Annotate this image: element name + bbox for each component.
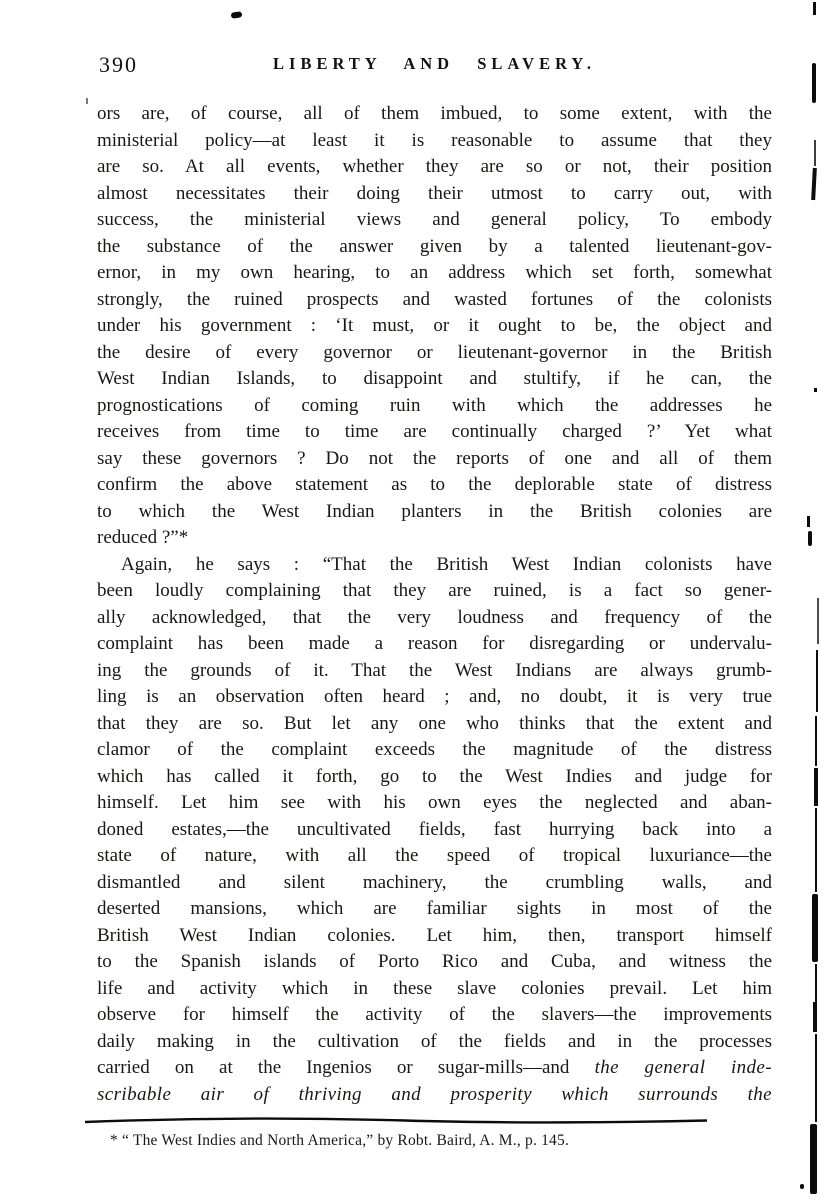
scan-artifact-left-dot <box>86 98 88 104</box>
text-line: ally acknowledged, that the very loudness and frequency of the <box>97 606 772 628</box>
text-line: dismantled and silent machinery, the crumbling walls, and <box>97 871 772 893</box>
scan-artifact-right-edge <box>800 1184 804 1189</box>
text-line: the desire of every governor or lieutenant-governor in the British <box>97 341 772 363</box>
footnote-separator-rule <box>85 1113 707 1123</box>
text-line: clamor of the complaint exceeds the magnitude of the distress <box>97 739 772 760</box>
scan-artifact-right-edge <box>814 140 816 166</box>
scan-artifact-right-edge <box>811 168 817 200</box>
text-line: success, the ministerial views and general policy, To embody <box>97 209 772 230</box>
text-line: doned estates,—the uncultivated fields, fast hurrying back into a <box>97 818 772 840</box>
scan-artifact-right-edge <box>812 63 816 103</box>
text-line: ing the grounds of it. That the West Indians are always grumb- <box>97 659 772 681</box>
text-line: deserted mansions, which are familiar sights in most of the <box>97 898 772 919</box>
text-line: almost necessitates their doing their utmost to carry out, with <box>97 182 772 204</box>
text-line: that they are so. But let any one who thinks that the extent and <box>97 712 772 734</box>
page-header <box>97 50 772 80</box>
text-line: to the Spanish islands of Porto Rico and Cuba, and witness the <box>97 951 772 972</box>
text-line: to which the West Indian planters in the British colonies are <box>97 500 772 522</box>
scan-artifact-right-edge <box>810 1124 817 1194</box>
page-number: 390 <box>99 52 138 77</box>
scan-artifact-right-edge <box>813 1002 817 1032</box>
text-line: ors are, of course, all of them imbued, to some extent, with the <box>97 103 772 124</box>
text-line: state of nature, with all the speed of tropical luxuriance—the <box>97 845 772 866</box>
footnote-rule-line <box>85 1116 707 1126</box>
text-line: receives from time to time are continually charged ?’ Yet what <box>97 421 772 442</box>
text-line: ministerial policy—at least it is reasonable to assume that they <box>97 129 772 151</box>
scan-artifact-right-edge <box>813 2 816 15</box>
text-line: ling is an observation often heard ; and, no doubt, it is very true <box>97 686 772 707</box>
text-line: life and activity which in these slave colonies prevail. Let him <box>97 977 772 999</box>
scan-artifact-right-edge <box>815 808 817 892</box>
text-line: complaint has been made a reason for disregarding or undervalu- <box>97 633 772 654</box>
text-line: say these governors ? Do not the reports of one and all of them <box>97 447 772 469</box>
running-title: LIBERTY AND SLAVERY. <box>273 54 596 73</box>
text-line: Again, he says : “That the British West Indian colonists have <box>121 553 772 575</box>
text-line: are so. At all events, whether they are so or not, their position <box>97 156 772 177</box>
scan-artifact-right-edge <box>814 768 818 806</box>
text-line: under his government : ‘It must, or it ought to be, the object and <box>97 315 772 336</box>
text-line: the substance of the answer given by a talented lieutenant-gov- <box>97 235 772 257</box>
footnote: * “ The West Indies and North America,” by Robt. Baird, A. M., p. 145. <box>110 1132 570 1149</box>
text-line: scribable air of thriving and prosperity which surrounds the <box>97 1083 772 1105</box>
scan-artifact-right-edge <box>817 598 819 644</box>
scan-artifact-right-edge <box>815 964 817 1002</box>
scan-artifact-right-edge <box>807 516 810 527</box>
scan-artifact-right-edge <box>814 388 817 392</box>
text-line: observe for himself the activity of the slavers—the improvements <box>97 1004 772 1025</box>
text-line: himself. Let him see with his own eyes the neglected and aban- <box>97 792 772 813</box>
text-line: prognostications of coming ruin with which the addresses he <box>97 394 772 416</box>
scan-artifact-top-blob <box>231 11 243 18</box>
text-line: ernor, in my own hearing, to an address which set forth, somewhat <box>97 262 772 283</box>
text-line: confirm the above statement as to the deplorable state of distress <box>97 474 772 495</box>
scan-artifact-right-edge <box>816 650 818 712</box>
text-line: West Indian Islands, to disappoint and stultify, if he can, the <box>97 368 772 389</box>
scan-artifact-right-edge <box>815 716 817 766</box>
text-line: carried on at the Ingenios or sugar-mills—and the general inde- <box>97 1057 772 1078</box>
text-line: been loudly complaining that they are ruined, is a fact so gener- <box>97 580 772 601</box>
text-line: which has called it forth, go to the West Indies and judge for <box>97 765 772 787</box>
scan-artifact-right-edge <box>815 1034 817 1122</box>
text-line: daily making in the cultivation of the fields and in the processes <box>97 1030 772 1052</box>
body-text <box>97 101 772 1108</box>
text-line: strongly, the ruined prospects and wasted fortunes of the colonists <box>97 288 772 310</box>
scan-artifact-right-edge <box>808 531 812 546</box>
text-line: British West Indian colonies. Let him, then, transport himself <box>97 924 772 946</box>
scan-artifact-right-edge <box>812 894 818 962</box>
text-line: reduced ?”* <box>97 527 189 548</box>
